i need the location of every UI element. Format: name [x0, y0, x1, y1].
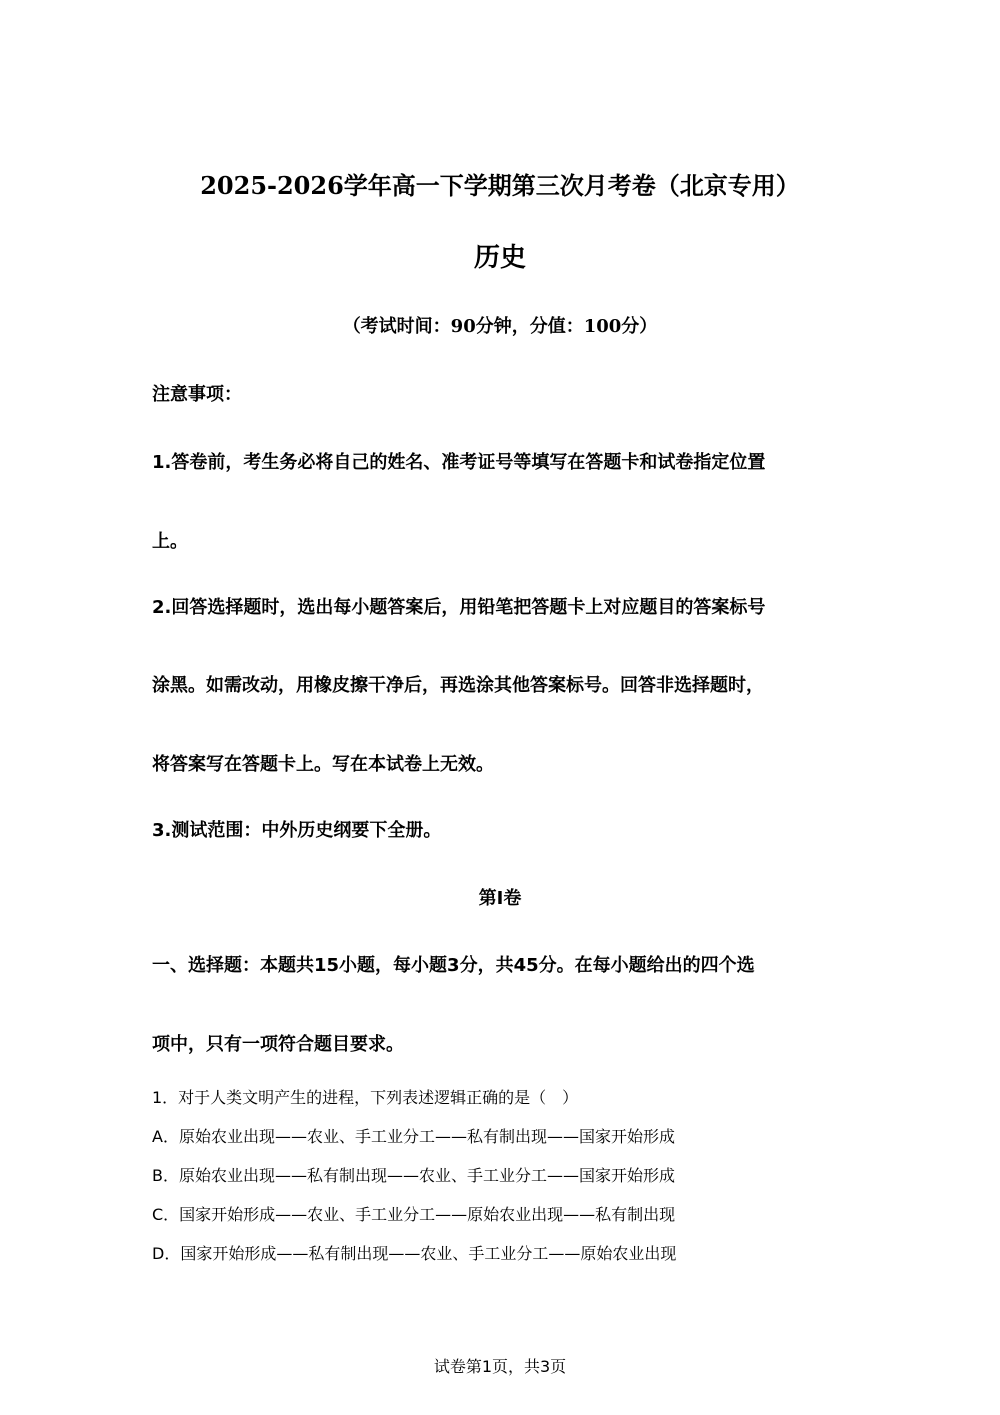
notice-line-2: 上。: [152, 531, 188, 552]
notice-heading: 注意事项：: [152, 384, 242, 405]
notice-line-6: 3.测试范围：中外历史纲要下全册。: [152, 820, 442, 841]
question-option-b: B．原始农业出现——私有制出现——农业、手工业分工——国家开始形成: [152, 1166, 675, 1185]
question-option-a: A．原始农业出现——农业、手工业分工——私有制出现——国家开始形成: [152, 1127, 675, 1146]
exam-title: 2025-2026学年高一下学期第三次月考卷（北京专用）: [200, 171, 800, 200]
section-heading-line-1: 一、选择题：本题共15小题，每小题3分，共45分。在每小题给出的四个选: [152, 955, 755, 976]
subject-title: 历史: [473, 243, 526, 273]
question-option-d: D．国家开始形成——私有制出现——农业、手工业分工——原始农业出现: [152, 1244, 677, 1263]
section-heading-line-2: 项中，只有一项符合题目要求。: [152, 1034, 404, 1055]
notice-line-1: 1.答卷前，考生务必将自己的姓名、准考证号等填写在答题卡和试卷指定位置: [152, 452, 766, 473]
exam-time-score: （考试时间：90分钟，分值：100分）: [342, 316, 658, 337]
question-stem: 1．对于人类文明产生的进程，下列表述逻辑正确的是（ ）: [152, 1088, 579, 1107]
notice-line-4: 涂黑。如需改动，用橡皮擦干净后，再选涂其他答案标号。回答非选择题时，: [152, 675, 764, 696]
volume-title: 第Ⅰ卷: [478, 888, 522, 909]
question-option-c: C．国家开始形成——农业、手工业分工——原始农业出现——私有制出现: [152, 1205, 676, 1224]
page-footer: 试卷第1页，共3页: [433, 1357, 567, 1376]
notice-line-5: 将答案写在答题卡上。写在本试卷上无效。: [152, 754, 494, 775]
notice-line-3: 2.回答选择题时，选出每小题答案后，用铅笔把答题卡上对应题目的答案标号: [152, 597, 766, 618]
